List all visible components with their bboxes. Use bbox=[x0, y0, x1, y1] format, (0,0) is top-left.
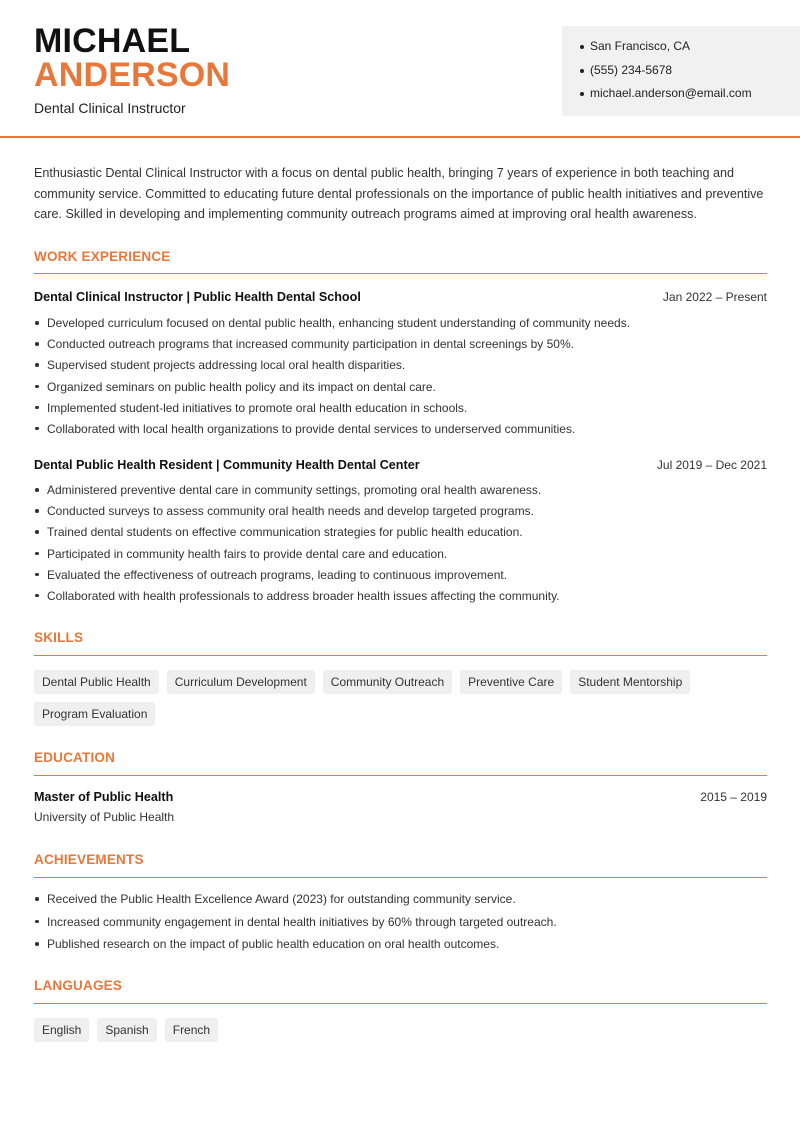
job-bullets bbox=[34, 482, 767, 609]
education-degree: Master of Public Health bbox=[34, 790, 174, 804]
section-title-work: WORK EXPERIENCE bbox=[34, 249, 171, 264]
skill-chip: Preventive Care bbox=[460, 670, 562, 694]
contact-box bbox=[562, 26, 800, 116]
list-item: Published research on the impact of public health education on oral health outcomes. bbox=[34, 936, 767, 959]
section-divider bbox=[34, 273, 767, 274]
skill-chip: Dental Public Health bbox=[34, 670, 159, 694]
list-item: Collaborated with health professionals to address broader health issues affecting the community. bbox=[34, 588, 767, 609]
first-name: MICHAEL bbox=[34, 22, 191, 60]
education-school: University of Public Health bbox=[34, 810, 175, 824]
list-item: Implemented student-led initiatives to promote oral health education in schools. bbox=[34, 400, 767, 421]
languages-list bbox=[34, 1018, 767, 1042]
section-title-achievements: ACHIEVEMENTS bbox=[34, 852, 144, 867]
language-chip: English bbox=[34, 1018, 89, 1042]
contact-phone: (555) 234-5678 bbox=[580, 62, 800, 86]
job-role: Dental Clinical Instructor | Public Health Dental School bbox=[34, 290, 361, 304]
skill-chip: Community Outreach bbox=[323, 670, 452, 694]
education-dates: 2015 – 2019 bbox=[700, 790, 767, 804]
section-title-education: EDUCATION bbox=[34, 750, 116, 765]
list-item: Trained dental students on effective communication strategies for public health education. bbox=[34, 524, 767, 545]
job-title: Dental Clinical Instructor bbox=[34, 100, 186, 116]
skills-list bbox=[34, 670, 767, 726]
list-item: Developed curriculum focused on dental public health, enhancing student understanding of community needs. bbox=[34, 315, 767, 336]
contact-location: San Francisco, CA bbox=[580, 38, 800, 62]
list-item: Collaborated with local health organizations to provide dental services to underserved communities. bbox=[34, 421, 767, 442]
section-divider bbox=[34, 775, 767, 776]
section-title-skills: SKILLS bbox=[34, 630, 84, 645]
language-chip: Spanish bbox=[97, 1018, 156, 1042]
resume-header bbox=[0, 0, 800, 138]
list-item: Supervised student projects addressing local oral health disparities. bbox=[34, 357, 767, 378]
contact-email: michael.anderson@email.com bbox=[580, 85, 800, 109]
list-item: Conducted surveys to assess community oral health needs and develop targeted programs. bbox=[34, 503, 767, 524]
section-divider bbox=[34, 655, 767, 656]
section-divider bbox=[34, 877, 767, 878]
summary-text: Enthusiastic Dental Clinical Instructor with a focus on dental public health, bringing 7 years of experience in both teaching and community service. Committed to educating future dental professionals on the importance of public health initiatives and preventive care. Skilled in developing and implementing community outreach programs aimed at improving oral health awareness. bbox=[34, 166, 764, 222]
list-item: Evaluated the effectiveness of outreach programs, leading to continuous improvement. bbox=[34, 567, 767, 588]
list-item: Received the Public Health Excellence Award (2023) for outstanding community service. bbox=[34, 891, 767, 914]
job-header bbox=[34, 456, 767, 474]
list-item: Organized seminars on public health policy and its impact on dental care. bbox=[34, 379, 767, 400]
list-item: Participated in community health fairs to provide dental care and education. bbox=[34, 546, 767, 567]
list-item: Increased community engagement in dental health initiatives by 60% through targeted outreach. bbox=[34, 914, 767, 937]
job-header bbox=[34, 288, 767, 306]
achievements-list bbox=[34, 891, 767, 959]
skill-chip: Program Evaluation bbox=[34, 702, 155, 726]
job-bullets bbox=[34, 315, 767, 442]
job-role: Dental Public Health Resident | Community Health Dental Center bbox=[34, 458, 420, 472]
job-dates: Jan 2022 – Present bbox=[662, 290, 767, 304]
list-item: Conducted outreach programs that increased community participation in dental screenings by 50%. bbox=[34, 336, 767, 357]
list-item: Administered preventive dental care in community settings, promoting oral health awareness. bbox=[34, 482, 767, 503]
language-chip: French bbox=[165, 1018, 218, 1042]
job-dates: Jul 2019 – Dec 2021 bbox=[656, 458, 767, 472]
section-divider bbox=[34, 1003, 767, 1004]
last-name: ANDERSON bbox=[34, 56, 231, 94]
skill-chip: Student Mentorship bbox=[570, 670, 690, 694]
section-title-languages: LANGUAGES bbox=[34, 978, 123, 993]
skill-chip: Curriculum Development bbox=[167, 670, 315, 694]
